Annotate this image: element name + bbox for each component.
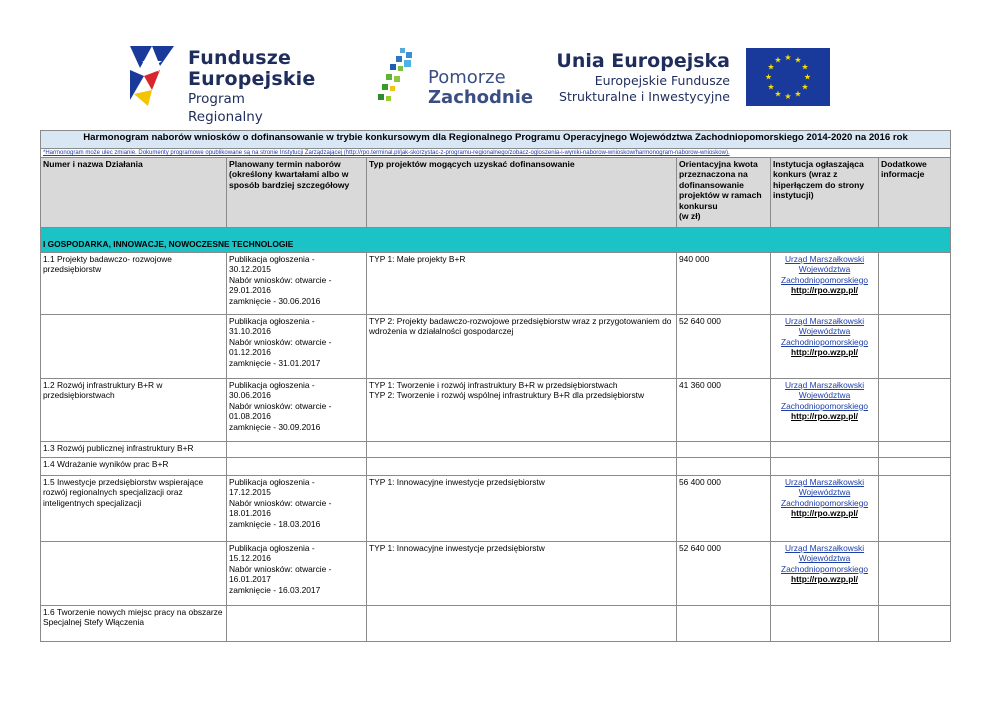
header-action: Numer i nazwa Działania — [41, 158, 227, 228]
additional-cell — [879, 542, 951, 606]
institution-link[interactable]: Województwa — [798, 553, 851, 564]
amount-cell: 52 640 000 — [677, 542, 771, 606]
type-cell: TYP 1: Małe projekty B+R — [367, 253, 677, 315]
schedule-line: Publikacja ogłoszenia - — [229, 380, 315, 390]
action-cell: 1.5 Inwestycje przedsiębiorstw wspierające rozwój regionalnych specjalizacji oraz inteligentnych specjalizacji — [41, 476, 227, 542]
schedule-line: zamknięcie - 16.03.2017 — [229, 584, 321, 595]
institution-link[interactable]: Zachodniopomorskiego — [780, 497, 869, 508]
institution-cell — [771, 476, 879, 542]
schedule-line: 15.12.2016 — [229, 553, 271, 564]
additional-cell — [879, 606, 951, 642]
svg-text:★: ★ — [767, 62, 775, 72]
institution-cell — [771, 315, 879, 379]
schedule-cell — [227, 542, 367, 606]
svg-text:★: ★ — [794, 55, 802, 65]
svg-text:★: ★ — [794, 89, 802, 99]
schedule-line: 01.12.2016 — [229, 347, 271, 358]
additional-cell — [879, 253, 951, 315]
header-amount-unit: (w zł) — [679, 211, 701, 222]
amount-cell: 940 000 — [677, 253, 771, 315]
type-cell — [367, 379, 677, 442]
schedule-line: Nabór wniosków: otwarcie - — [229, 274, 332, 285]
type-cell — [367, 606, 677, 642]
logo-bar — [130, 38, 830, 125]
institution-link[interactable]: Województwa — [798, 264, 851, 275]
institution-url[interactable]: http://rpo.wzp.pl/ — [791, 285, 858, 296]
schedule-line: zamknięcie - 30.06.2016 — [229, 295, 321, 306]
schedule-line: 16.01.2017 — [229, 574, 271, 585]
schedule-line: 01.08.2016 — [229, 411, 271, 422]
institution-link[interactable]: Zachodniopomorskiego — [780, 400, 869, 411]
institution-link[interactable]: Urząd Marszałkowski — [784, 316, 865, 326]
institution-link[interactable]: Urząd Marszałkowski — [784, 543, 865, 553]
table-row — [41, 379, 951, 442]
header-amount — [677, 158, 771, 228]
amount-cell — [677, 606, 771, 642]
pz-line1: Pomorze — [428, 67, 506, 88]
svg-text:★: ★ — [767, 82, 775, 92]
header-schedule: Planowany termin naborów (określony kwartałami albo w sposób bardziej szczegółowy — [227, 158, 367, 228]
institution-link[interactable]: Urząd Marszałkowski — [784, 477, 865, 487]
schedule-line: 30.06.2016 — [229, 390, 271, 401]
table-row — [41, 476, 951, 542]
table-title: Harmonogram naborów wniosków o dofinansowanie w trybie konkursowym dla Regionalnego Programu Operacyjnego Województwa Zachodniopomorskiego 2014-2020 na 2016 rok — [41, 131, 951, 149]
fe-line3: Program Regionalny — [188, 91, 263, 125]
schedule-line: Publikacja ogłoszenia - — [229, 543, 315, 553]
section-heading: I GOSPODARKA, INNOWACJE, NOWOCZESNE TECHNOLOGIE — [41, 228, 951, 253]
header-amount-label: Orientacyjna kwota przeznaczona na dofinansowanie projektów w ramach konkursu — [679, 159, 762, 211]
table-note-link[interactable]: *Harmonogram może ulec zmianie. Dokumenty programowe opublikowane są na stronie Instytucji Zarządzającej (http://rpo.terminal.pl/jak-skorzystac-z-programu-regionalnego/zobacz-ogloszenia-i-wyniki-naborow-wnioskow/harmonogram-naborow-wnioskow). — [41, 149, 951, 158]
table-row — [41, 458, 951, 476]
schedule-cell — [227, 606, 367, 642]
schedule-line: 30.12.2015 — [229, 264, 271, 275]
schedule-line: zamknięcie - 18.03.2016 — [229, 518, 321, 529]
schedule-line: Nabór wniosków: otwarcie - — [229, 336, 332, 347]
institution-link[interactable]: Urząd Marszałkowski — [784, 380, 865, 390]
pomorze-zachodnie-logo — [374, 46, 534, 110]
svg-text:★: ★ — [774, 89, 782, 99]
institution-link[interactable]: Zachodniopomorskiego — [780, 336, 869, 347]
table-row — [41, 606, 951, 642]
schedule-line: 29.01.2016 — [229, 285, 271, 296]
table-row — [41, 253, 951, 315]
svg-text:★: ★ — [764, 72, 773, 82]
institution-cell — [771, 542, 879, 606]
action-cell: 1.2 Rozwój infrastruktury B+R w przedsiębiorstwach — [41, 379, 227, 442]
amount-cell: 52 640 000 — [677, 315, 771, 379]
svg-text:★: ★ — [801, 62, 809, 72]
schedule-cell — [227, 476, 367, 542]
institution-link[interactable]: Województwa — [798, 487, 851, 498]
schedule-line: 18.01.2016 — [229, 508, 271, 519]
action-cell: 1.1 Projekty badawczo- rozwojowe przedsiębiorstw — [41, 253, 227, 315]
fe-emblem-icon — [130, 46, 186, 106]
action-cell: 1.4 Wdrażanie wyników prac B+R — [41, 458, 227, 476]
ue-line2: Europejskie Fundusze — [594, 73, 730, 88]
header-project-type: Typ projektów mogących uzyskać dofinansowanie — [367, 158, 677, 228]
schedule-cell — [227, 379, 367, 442]
additional-cell — [879, 458, 951, 476]
table-row — [41, 542, 951, 606]
schedule-cell — [227, 458, 367, 476]
institution-cell — [771, 458, 879, 476]
svg-text:★: ★ — [784, 92, 792, 101]
institution-cell — [771, 606, 879, 642]
type-line: TYP 2: Tworzenie i rozwój wspólnej infrastruktury B+R dla przedsiębiorstw — [369, 390, 645, 401]
additional-cell — [879, 379, 951, 442]
type-cell — [367, 458, 677, 476]
institution-link[interactable]: Województwa — [798, 390, 851, 401]
institution-url[interactable]: http://rpo.wzp.pl/ — [791, 347, 858, 358]
fe-line1: Fundusze — [188, 47, 292, 69]
svg-text:★: ★ — [801, 82, 809, 92]
table-row — [41, 315, 951, 379]
additional-cell — [879, 442, 951, 458]
schedule-line: 31.10.2016 — [229, 326, 271, 337]
type-cell: TYP 1: Innowacyjne inwestycje przedsiębiorstw — [367, 542, 677, 606]
amount-cell — [677, 458, 771, 476]
fundusze-europejskie-logo — [130, 38, 316, 125]
action-cell — [41, 542, 227, 606]
schedule-cell — [227, 315, 367, 379]
svg-text:★: ★ — [774, 55, 782, 65]
institution-link[interactable]: Zachodniopomorskiego — [780, 563, 869, 574]
institution-cell — [771, 442, 879, 458]
schedule-line: Nabór wniosków: otwarcie - — [229, 497, 332, 508]
schedule-cell — [227, 253, 367, 315]
header-additional: Dodatkowe informacje — [879, 158, 951, 228]
additional-cell — [879, 315, 951, 379]
header-institution: Instytucja ogłaszająca konkurs (wraz z hiperłączem do strony instytucji) — [771, 158, 879, 228]
schedule-line: zamknięcie - 30.09.2016 — [229, 421, 321, 432]
action-cell: 1.3 Rozwój publicznej infrastruktury B+R — [41, 442, 227, 458]
institution-link[interactable]: Urząd Marszałkowski — [784, 254, 865, 264]
ue-line1: Unia Europejska — [556, 50, 730, 72]
svg-text:★: ★ — [784, 53, 792, 62]
institution-url[interactable]: http://rpo.wzp.pl/ — [791, 508, 858, 519]
schedule-line: 17.12.2015 — [229, 487, 271, 498]
table-row — [41, 442, 951, 458]
type-cell: TYP 2: Projekty badawczo-rozwojowe przedsiębiorstw wraz z przygotowaniem do wdrożenia w działalności gospodarczej — [367, 315, 677, 379]
type-cell: TYP 1: Innowacyjne inwestycje przedsiębiorstw — [367, 476, 677, 542]
type-line: TYP 1: Tworzenie i rozwój infrastruktury B+R w przedsiębiorstwach — [369, 380, 618, 390]
harmonogram-table — [40, 130, 951, 642]
pz-pixel-emblem-icon — [374, 46, 424, 106]
schedule-line: Publikacja ogłoszenia - — [229, 477, 315, 487]
type-cell — [367, 442, 677, 458]
schedule-line: Nabór wniosków: otwarcie - — [229, 400, 332, 411]
schedule-cell — [227, 442, 367, 458]
fe-line2: Europejskie — [188, 68, 316, 90]
institution-url[interactable]: http://rpo.wzp.pl/ — [791, 574, 858, 585]
eu-flag-icon — [746, 48, 830, 106]
institution-link[interactable]: Zachodniopomorskiego — [780, 274, 869, 285]
institution-url[interactable]: http://rpo.wzp.pl/ — [791, 411, 858, 422]
ue-line3: Strukturalne i Inwestycyjne — [559, 89, 730, 104]
schedule-line: Nabór wniosków: otwarcie - — [229, 563, 332, 574]
amount-cell: 56 400 000 — [677, 476, 771, 542]
institution-cell — [771, 253, 879, 315]
amount-cell: 41 360 000 — [677, 379, 771, 442]
action-cell — [41, 315, 227, 379]
additional-cell — [879, 476, 951, 542]
institution-cell — [771, 379, 879, 442]
svg-text:★: ★ — [803, 72, 812, 82]
schedule-line: Publikacja ogłoszenia - — [229, 254, 315, 264]
unia-europejska-text — [550, 50, 730, 105]
amount-cell — [677, 442, 771, 458]
action-cell: 1.6 Tworzenie nowych miejsc pracy na obszarze Specjalnej Stefy Włączenia — [41, 606, 227, 642]
pz-line2: Zachodnie — [428, 87, 534, 108]
schedule-line: Publikacja ogłoszenia - — [229, 316, 315, 326]
institution-link[interactable]: Województwa — [798, 326, 851, 337]
schedule-line: zamknięcie - 31.01.2017 — [229, 357, 321, 368]
